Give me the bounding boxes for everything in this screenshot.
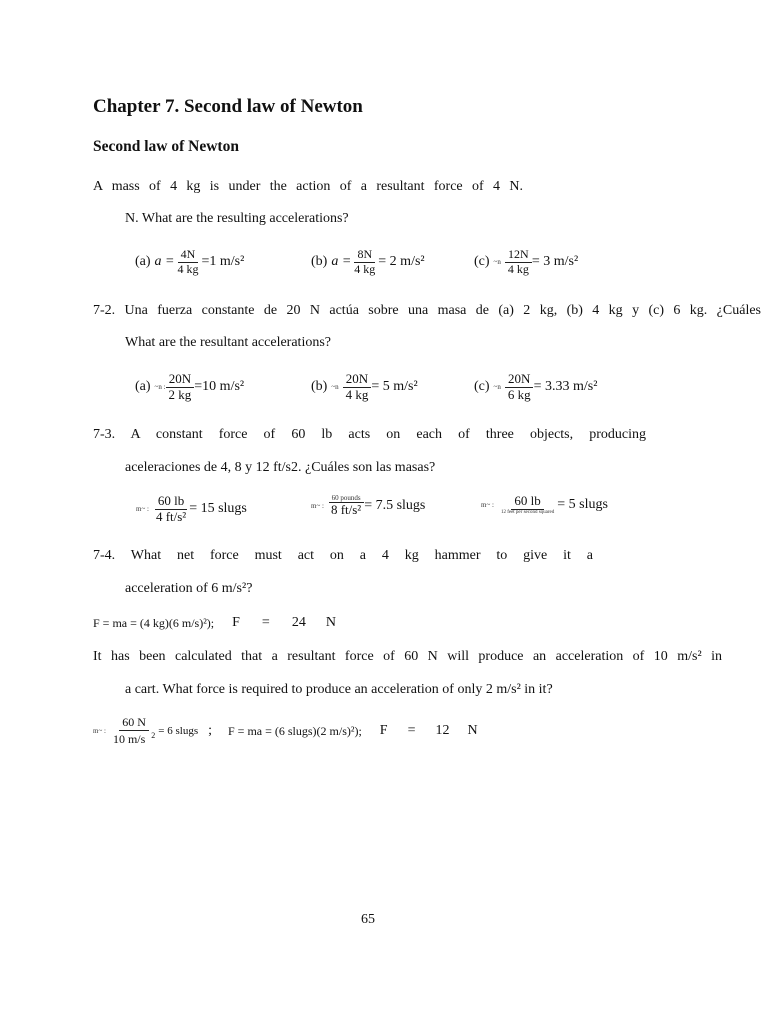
eq1-b-den: 4 kg: [354, 261, 376, 276]
eq1-c: [474, 248, 578, 277]
eq1-b-var: a =: [331, 254, 352, 270]
eq5-unit: N: [467, 723, 478, 739]
eq2-a-label: (a): [135, 379, 151, 395]
eq3-a-fraction: [153, 494, 189, 525]
eq4-expression: F = ma = (4 kg)(6 m/s)²);: [93, 615, 215, 630]
eq3-b: [311, 494, 425, 518]
eq1-b-result: = 2 m/s²: [378, 254, 425, 270]
eq2-c-label: (c): [474, 379, 490, 395]
eq2-c-var: ~n: [493, 383, 501, 392]
eq1-a-den: 4 kg: [177, 261, 199, 276]
eq4-unit: N: [325, 615, 336, 630]
eq5-value: 12: [435, 723, 450, 739]
eq4-value: 24: [291, 615, 306, 630]
p1-line2: N. What are the resulting accelerations?: [125, 211, 349, 226]
eq3-a-den: 4 ft/s²: [155, 508, 187, 524]
p2-line2: What are the resultant accelerations?: [125, 335, 331, 350]
eq2-c-num: 20N: [505, 372, 533, 388]
eq5-fraction: [110, 716, 158, 747]
p4-line2: acceleration of 6 m/s²?: [125, 581, 253, 596]
eq3-c-num: 60 lb: [511, 494, 543, 510]
eq2-b-label: (b): [311, 379, 328, 395]
eq1-b-num: 8N: [354, 248, 375, 263]
eq3-c-den: 12 feet per second squared: [500, 509, 555, 515]
p3-line1: 7-3. A constant force of 60 lb acts on each of three objects, producing: [93, 427, 646, 442]
eq2-a-num: 20N: [166, 372, 194, 388]
eq5: [93, 716, 478, 747]
eq5-expression: F = ma = (6 slugs)(2 m/s)²);: [228, 723, 362, 738]
eq1-a-label: (a): [135, 254, 151, 270]
page-number: 65: [361, 912, 375, 927]
eq4-equals: =: [261, 615, 270, 630]
eq1-c-var: ~n: [493, 258, 501, 267]
eq3-b-num: 60 pounds: [329, 494, 364, 503]
eq3-a: [136, 494, 247, 525]
eq1-c-fraction: [505, 248, 532, 277]
eq1-b: [311, 248, 425, 277]
eq1-a-result: =1 m/s²: [201, 254, 245, 270]
eq1-a-var: a =: [154, 254, 175, 270]
eq2-a-fraction: [166, 372, 195, 403]
eq5-result: = 6 slugs: [158, 725, 199, 738]
p5-line1: It has been calculated that a resultant force of 60 N will produce an acceleration of 10 m/s² in: [93, 649, 722, 664]
p5-line2: a cart. What force is required to produce an acceleration of only 2 m/s² in it?: [125, 682, 553, 697]
eq3-a-var: m~ :: [136, 505, 149, 514]
eq2-b: [311, 372, 418, 403]
eq5-separator: ;: [208, 723, 212, 739]
eq4: [93, 615, 336, 631]
p2-line1: 7-2. Una fuerza constante de 20 N actúa sobre una masa de (a) 2 kg, (b) 4 kg y (c) 6 kg. ¿Cuáles: [93, 303, 761, 318]
eq5-den-exponent: 2: [151, 730, 156, 740]
eq1-a: [135, 248, 244, 277]
chapter-title: Chapter 7. Second law of Newton: [93, 96, 363, 117]
eq5-den-base: 10 m/s: [112, 731, 146, 746]
eq1-a-num: 4N: [178, 248, 199, 263]
eq5-var: m~ :: [93, 727, 106, 736]
eq2-b-den: 4 kg: [345, 386, 369, 402]
eq2-c-result: = 3.33 m/s²: [533, 379, 598, 395]
eq2-c-den: 6 kg: [507, 386, 531, 402]
eq1-b-fraction: [351, 248, 378, 277]
eq1-c-den: 4 kg: [507, 261, 529, 276]
eq2-a-var: ~n :: [154, 383, 166, 392]
eq2-a: [135, 372, 244, 403]
eq2-b-var: ~n: [331, 383, 339, 392]
eq3-a-result: = 15 slugs: [189, 501, 247, 517]
p4-line1: 7-4. What net force must act on a 4 kg hammer to give it a: [93, 548, 593, 563]
eq1-b-label: (b): [311, 254, 328, 270]
eq3-c: [481, 494, 608, 516]
eq5-num: 60 N: [119, 716, 149, 731]
eq3-b-den: 8 ft/s²: [330, 502, 362, 518]
eq3-b-var: m~ :: [311, 501, 324, 510]
eq3-b-fraction: [328, 494, 364, 518]
section-title: Second law of Newton: [93, 138, 239, 155]
eq2-c: [474, 372, 597, 403]
eq2-c-fraction: [505, 372, 534, 403]
eq2-b-result: = 5 m/s²: [371, 379, 418, 395]
eq1-c-label: (c): [474, 254, 490, 270]
eq5-den: [110, 731, 158, 747]
eq2-b-num: 20N: [343, 372, 371, 388]
eq1-a-fraction: [175, 248, 202, 277]
eq3-a-num: 60 lb: [155, 494, 187, 510]
eq5-equals: =: [407, 723, 416, 739]
eq3-c-var: m~ :: [481, 500, 494, 509]
eq1-c-result: = 3 m/s²: [531, 254, 579, 270]
eq3-c-result: = 5 slugs: [557, 496, 608, 512]
eq2-b-fraction: [343, 372, 372, 403]
eq3-b-result: = 7.5 slugs: [364, 497, 426, 513]
p1-line1: A mass of 4 kg is under the action of a resultant force of 4 N.: [93, 179, 523, 194]
eq3-c-fraction: [498, 494, 557, 516]
eq2-a-result: =10 m/s²: [194, 379, 245, 395]
eq4-F: F: [232, 615, 240, 630]
eq5-F: F: [379, 723, 388, 739]
p3-line2: aceleraciones de 4, 8 y 12 ft/s2. ¿Cuáles son las masas?: [125, 460, 436, 475]
eq2-a-den: 2 kg: [168, 386, 192, 402]
eq1-c-num: 12N: [505, 248, 532, 263]
